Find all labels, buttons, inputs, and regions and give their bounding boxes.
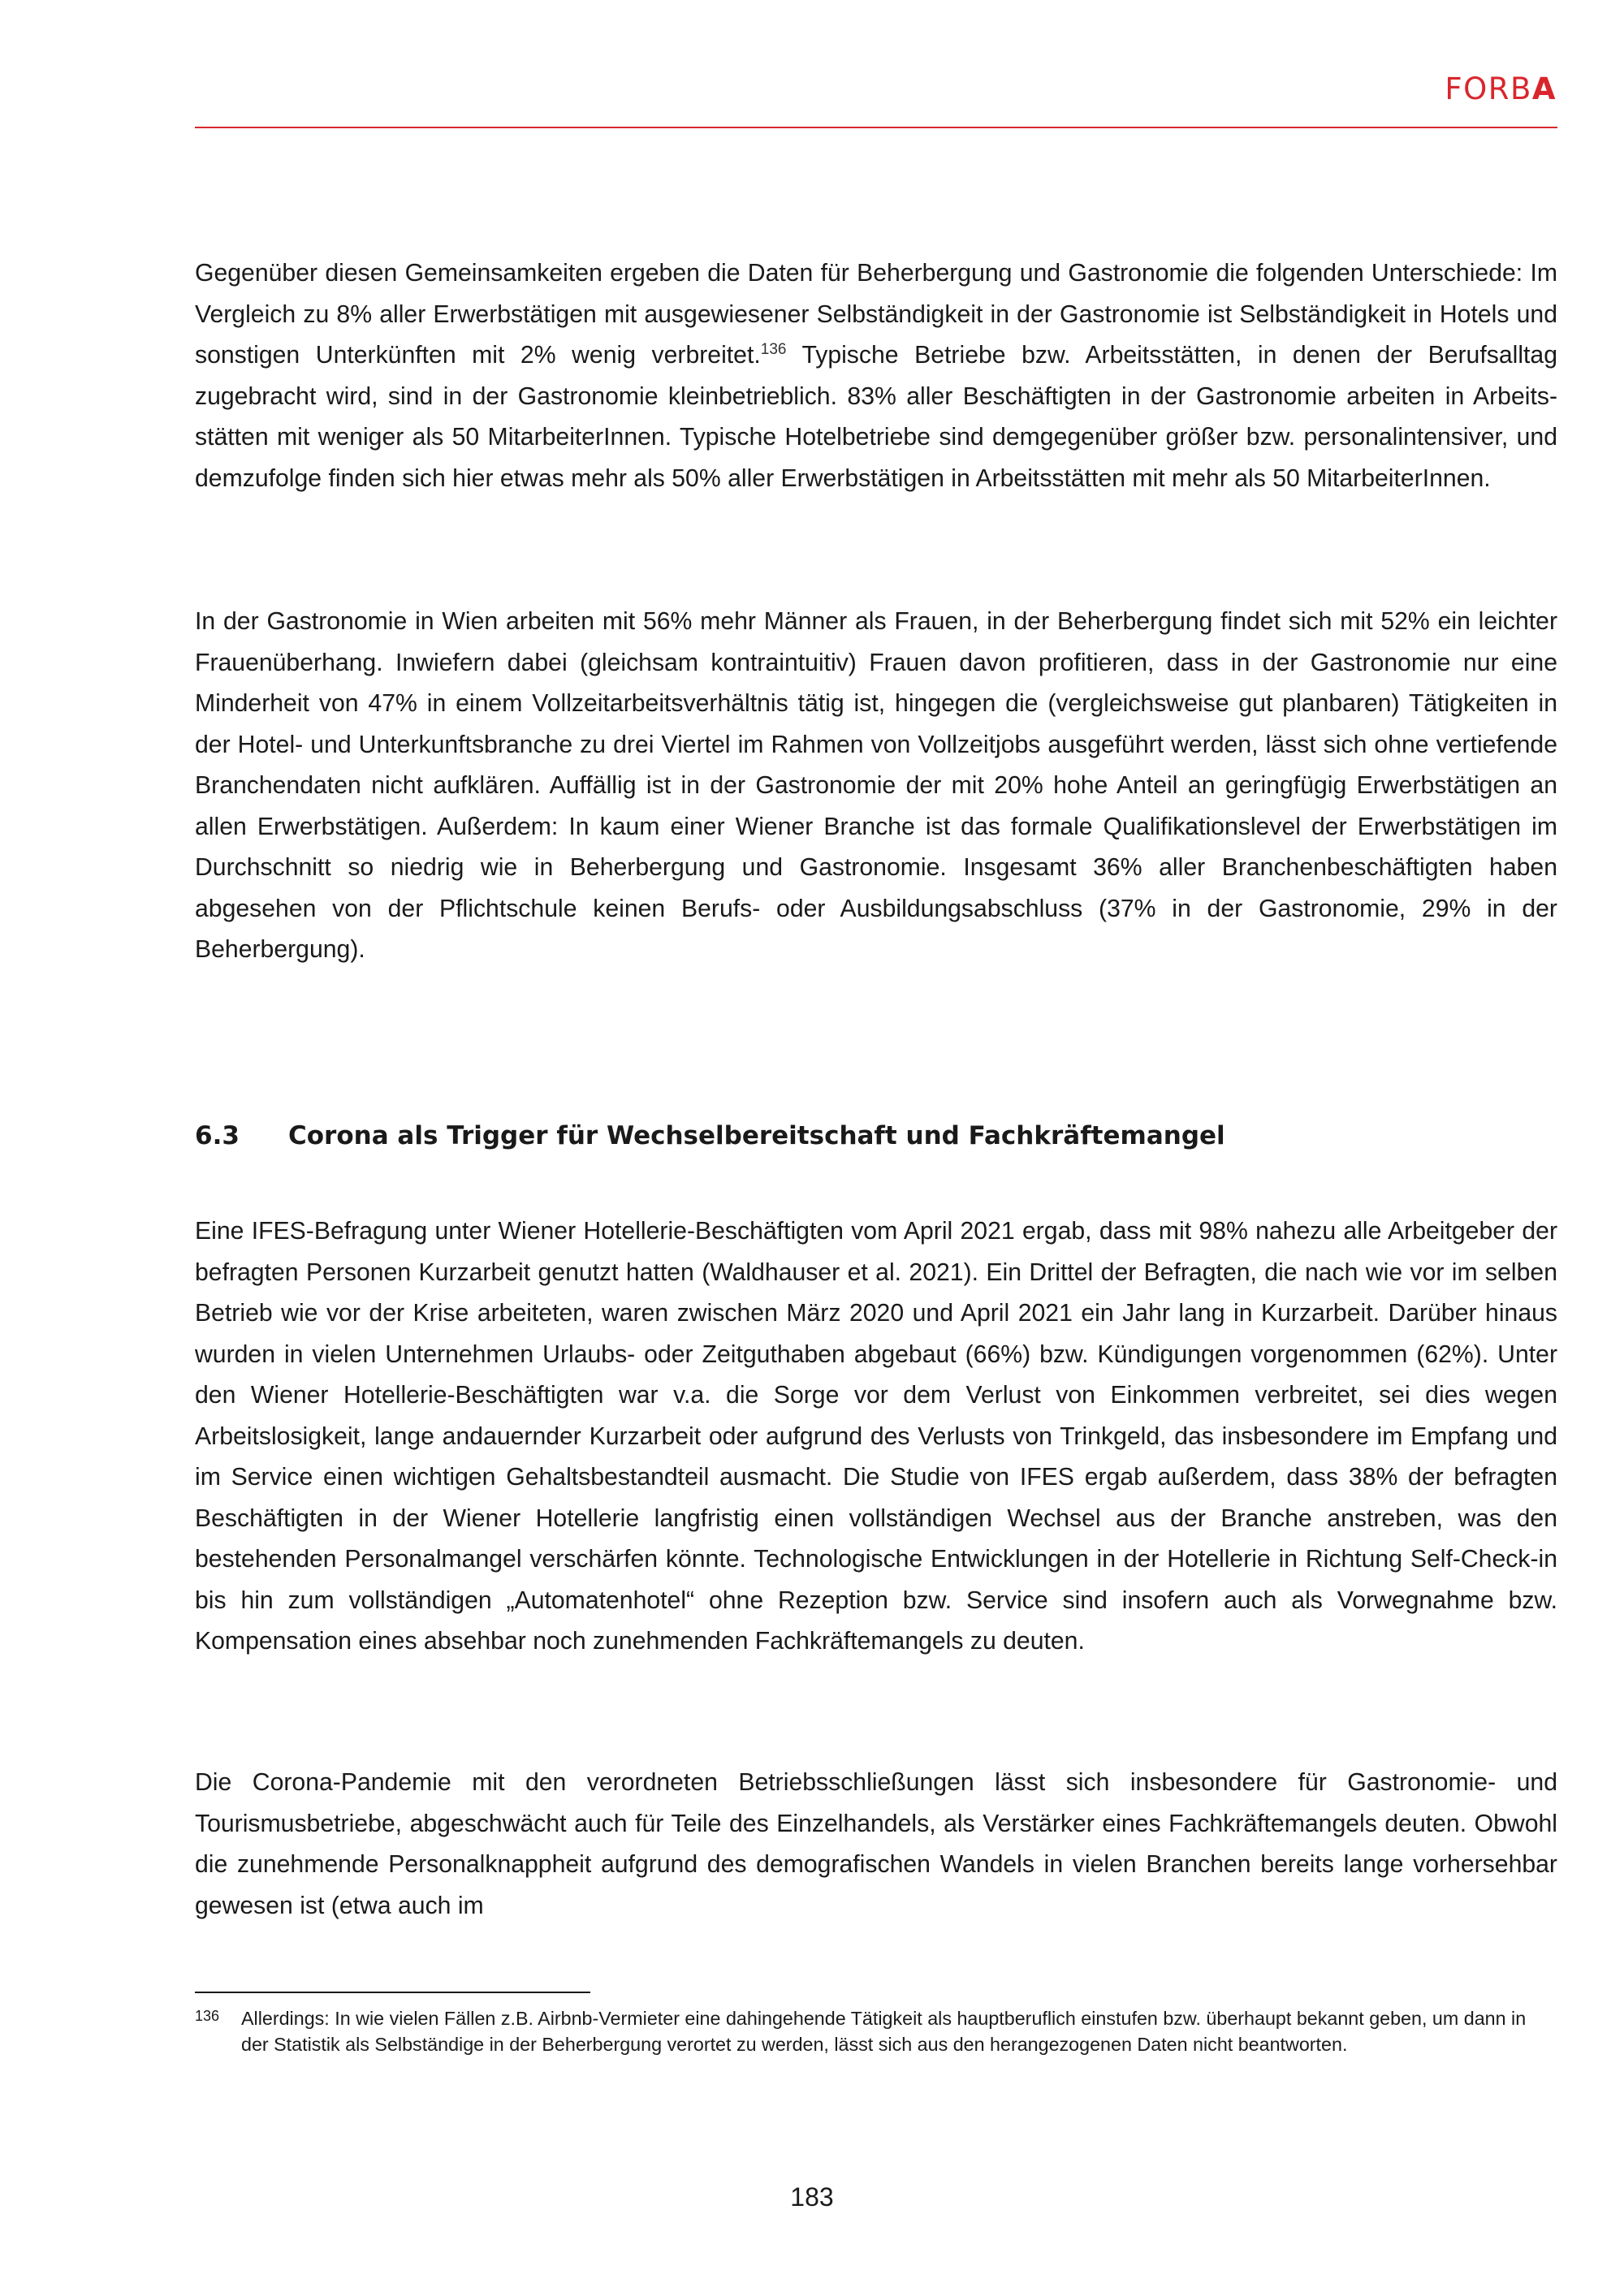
forba-logo xyxy=(1445,71,1557,106)
paragraph-2-text: In der Gastronomie in Wien arbeiten mit 56% mehr Männer als Frauen, in der Beherbergung findet sich mit 52% ein leichter Frauenüberhang. Inwiefern dabei (gleichsam kontraintuitiv) Frauen davon profitieren, dass in der Gastronomie nur eine Minderheit von 47% in einem Vollzeitarbeitsverhältnis tätig ist, hingegen die (vergleichsweise gut planbaren) Tätigkeiten in der Hotel- und Unterkunftsbranche zu drei Viertel im Rahmen von Vollzeitjobs ausgeführt werden, lässt sich ohne vertiefende Branchendaten nicht aufklären. Auffällig ist in der Gastronomie der mit 20% hohe Anteil an geringfügig Erwerbstätigen an allen Erwerbstätigen. Außerdem: In kaum einer Wiener Branche ist das formale Qualifikationslevel der Erwerbstätigen im Durchschnitt so niedrig wie in Beherbergung und Gastronomie. Insgesamt 36% aller Branchenbeschäftigten haben abgesehen von der Pflichtschule keinen Berufs- oder Ausbildungsabschluss (37% in der Gastronomie, 29% in der Beherbergung). xyxy=(195,608,1557,963)
page-number: 183 xyxy=(790,2182,834,2212)
paragraph-1-text-start: Gegenüber diesen Gemeinsamkeiten ergeben die Daten für Beherbergung und Gastronomie die folgenden Unterschiede: Im Vergleich zu 8% aller Erwerbstätigen mit ausgewiesener Selbständigkeit in der Gastronomie ist Selbständigkeit in Hotels und sonstigen Unterkünften mit 2% wenig verbreitet. xyxy=(195,260,1557,369)
paragraph-3-text: Eine IFES-Befragung unter Wiener Hotellerie-Beschäftigten vom April 2021 ergab, dass mit 98% nahezu alle Arbeitgeber der befragten Personen Kurzarbeit genutzt hatten (Waldhauser et al. 2021). Ein Drittel der Befragten, die nach wie vor im selben Betrieb wie vor der Krise arbeiteten, waren zwischen März 2020 und April 2021 ein Jahr lang in Kurzarbeit. Darüber hinaus wurden in vielen Unternehmen Urlaubs- oder Zeitguthaben abgebaut (66%) bzw. Kündigungen vorgenommen (62%). Unter den Wiener Hotellerie-Beschäftigten war v.a. die Sorge vor dem Verlust von Einkommen verbreitet, sei dies wegen Arbeitslosigkeit, lange andauernder Kurzarbeit oder aufgrund des Verlusts von Trinkgeld, das insbesondere im Empfang und im Service einen wichtigen Gehaltsbestandteil ausmacht. Die Studie von IFES ergab außerdem, dass 38% der befragten Beschäftigten in der Wiener Hotellerie langfristig einen vollständigen Wechsel aus der Branche anstreben, was den bestehenden Personalmangel verschärfen könnte. Technologische Entwicklungen in der Hotellerie in Richtung Self-Check-in bis hin zum vollständigen „Automatenhotel“ ohne Rezeption bzw. Service sind insofern auch als Vorwegnahme bzw. Kompensation eines absehbar noch zunehmenden Fachkräftemangels zu deuten. xyxy=(195,1218,1557,1655)
logo-text: FORB xyxy=(1445,71,1532,106)
footnote-divider xyxy=(195,1992,590,1993)
paragraph-4-text: Die Corona-Pandemie mit den verordneten Betriebsschließungen lässt sich insbesondere für Gastronomie- und Tourismusbetriebe, abgeschwächt auch für Teile des Einzelhandels, als Verstärker eines Fachkräftemangels deuten. Obwohl die zunehmende Personalknappheit aufgrund des demografischen Wandels in vielen Branchen bereits lange vorhersehbar gewesen ist (etwa auch im xyxy=(195,1769,1557,1919)
section-number: 6.3 xyxy=(195,1121,240,1150)
header-divider xyxy=(195,127,1557,128)
paragraph-3 xyxy=(195,1211,1557,1663)
section-heading xyxy=(195,1121,1225,1150)
paragraph-1-text-end: Typische Betriebe bzw. Arbeitsstätten, in denen der Berufsalltag zugebracht wird, sind in der Gastronomie kleinbetrieblich. 83% aller Beschäftigten in der Gastronomie arbeiten in Arbeitsstätten mit weniger als 50 MitarbeiterInnen. Typische Hotelbetriebe sind demgegenüber größer bzw. personalintensiver, und demzufolge finden sich hier etwas mehr als 50% aller Erwerbstätigen in Arbeitsstätten mit mehr als 50 MitarbeiterInnen. xyxy=(195,342,1557,492)
paragraph-2 xyxy=(195,602,1557,971)
footnote-reference[interactable]: 136 xyxy=(760,341,787,358)
paragraph-4 xyxy=(195,1763,1557,1927)
paragraph-1 xyxy=(195,253,1557,499)
footnote-text: Allerdings: In wie vielen Fällen z.B. Airbnb-Vermieter eine dahingehende Tätigkeit als hauptberuflich einstufen bzw. überhaupt bekannt geben, um dann in der Statistik als Selbständige in der Beherbergung verortet zu werden, lässt sich aus den herangezogenen Daten nicht beantworten. xyxy=(241,2008,1527,2055)
footnote xyxy=(195,2005,1557,2057)
section-title: Corona als Trigger für Wechselbereitschaft und Fachkräftemangel xyxy=(288,1121,1225,1150)
logo-accent-letter: A xyxy=(1531,71,1557,106)
footnote-number: 136 xyxy=(195,2008,220,2024)
